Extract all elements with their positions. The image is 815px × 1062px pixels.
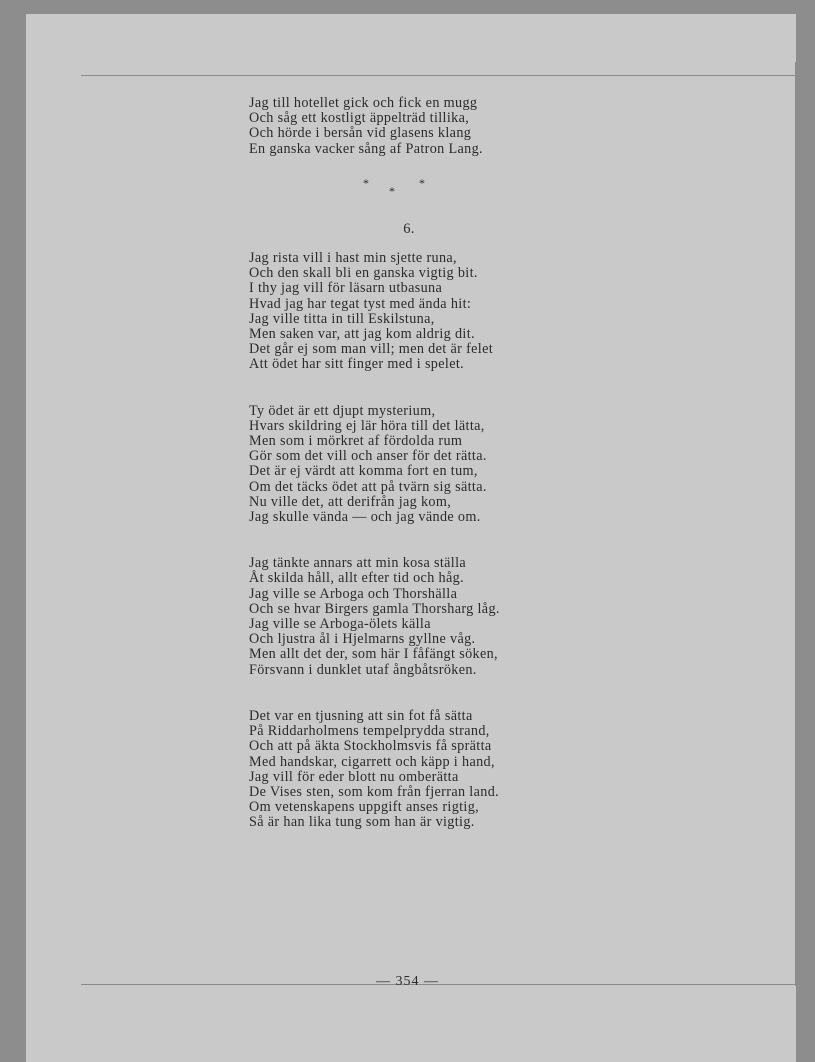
poem-line: Med handskar, cigarrett och käpp i hand,	[249, 753, 495, 770]
poem-line: Om vetenskapens uppgift anses rigtig,	[249, 799, 480, 816]
page-number: — 354 —	[376, 974, 439, 989]
poem-line: Och ljustra ål i Hjelmarns gyllne våg.	[249, 631, 476, 648]
poem-line: På Riddarholmens tempelprydda strand,	[249, 723, 490, 740]
poem-line: Hvad jag har tegat tyst med ända hit:	[249, 295, 472, 312]
poem-line: Och se hvar Birgers gamla Thorsharg låg.	[249, 600, 500, 617]
asterisk: *	[363, 175, 370, 190]
poem-line: Det är ej värdt att komma fort en tum,	[249, 463, 478, 480]
poem-line: Men som i mörkret af fördolda rum	[249, 433, 463, 450]
poem-line: Jag ville titta in till Eskilstuna,	[249, 310, 435, 327]
poem-line: Och såg ett kostligt äppelträd tillika,	[249, 110, 470, 127]
poem-line: Hvars skildring ej lär höra till det lätta,	[249, 417, 485, 434]
poem-line: De Vises sten, som kom från fjerran land.	[249, 783, 500, 800]
poem-line: Och den skall bli en ganska vigtig bit.	[249, 265, 478, 282]
poem-line: Åt skilda håll, allt efter tid och håg.	[249, 570, 464, 587]
poem-line: En ganska vacker sång af Patron Lang.	[249, 140, 483, 157]
poem-line: Jag ville se Arboga och Thorshälla	[249, 585, 458, 602]
poem-line: I thy jag vill för läsarn utbasuna	[249, 280, 443, 297]
poem-line: Jag till hotellet gick och fick en mugg	[249, 95, 478, 111]
poem-line: Och hörde i bersån vid glasens klang	[249, 125, 472, 142]
section-divider	[249, 172, 589, 222]
poem-line: Det går ej som man vill; men det är felet	[249, 341, 494, 358]
poem-line: Jag tänkte annars att min kosa ställa	[249, 555, 467, 572]
poem-line: Men saken var, att jag kom aldrig dit.	[249, 326, 475, 343]
stanza	[249, 556, 589, 678]
poem-line: Och att på äkta Stockholmsvis få sprätta	[249, 738, 492, 755]
asterisk: *	[419, 175, 426, 190]
frame-rule-top	[81, 75, 796, 76]
stanza	[249, 251, 589, 373]
section-number: 6.	[403, 220, 415, 237]
stanza	[249, 404, 589, 526]
poem-line: Det var en tjusning att sin fot få sätta	[249, 707, 473, 724]
poem-line: Jag skulle vända — och jag vände om.	[249, 509, 481, 526]
stanza	[249, 96, 589, 157]
poem-line: Jag ville se Arboga-ölets källa	[249, 616, 431, 633]
poem-line: Gör som det vill och anser för det rätta.	[249, 448, 487, 465]
poem-line: Jag rista vill i hast min sjette runa,	[249, 250, 457, 267]
poem-line: Ty ödet är ett djupt mysterium,	[249, 402, 436, 419]
poem-line: Att ödet har sitt finger med i spelet.	[249, 356, 465, 373]
poem-line: Så är han lika tung som han är vigtig.	[249, 814, 475, 831]
poem-text	[249, 96, 589, 846]
asterisk: *	[389, 183, 396, 198]
poem-line: Försvann i dunklet utaf ångbåtsröken.	[249, 661, 477, 678]
poem-line: Jag vill för eder blott nu omberätta	[249, 768, 459, 785]
frame-rule-right	[795, 62, 796, 986]
poem-line: Nu ville det, att derifrån jag kom,	[249, 493, 452, 510]
poem-line: Om det täcks ödet att på tvärn sig sätta.	[249, 478, 487, 495]
poem-line: Men allt det der, som här I fåfängt söken,	[249, 646, 498, 663]
stanza	[249, 709, 589, 831]
